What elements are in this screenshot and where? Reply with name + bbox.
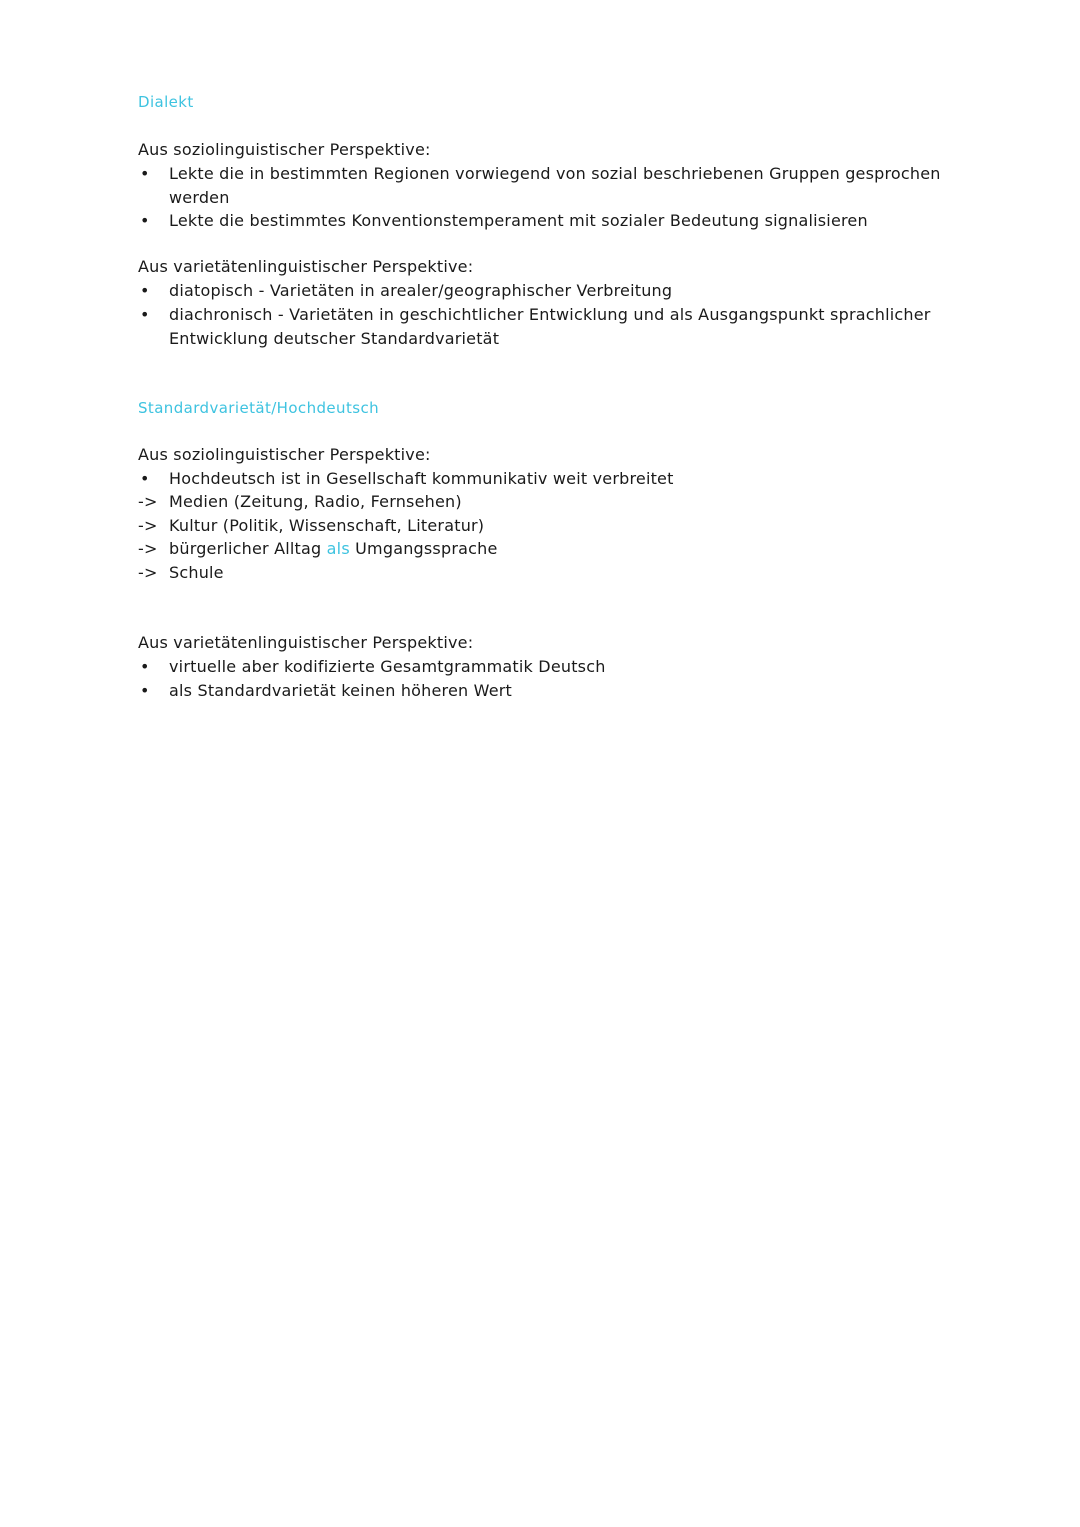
list-item-text-part: bürgerlicher Alltag — [169, 539, 327, 558]
list-item-text: diatopisch - Varietäten in arealer/geographischer Verbreitung — [169, 281, 673, 300]
list-item — [138, 467, 968, 491]
dialekt-heading: Dialekt — [138, 93, 194, 111]
arrow-icon: -> — [138, 492, 158, 511]
arrow-icon: -> — [138, 516, 158, 535]
list-item-text: Hochdeutsch ist in Gesellschaft kommunikativ weit verbreitet — [169, 469, 674, 488]
list-item-text: Schule — [169, 563, 224, 582]
list-item — [138, 162, 968, 210]
bullet-icon: • — [140, 657, 150, 676]
dialekt-varietaeten-title: Aus varietätenlinguistischer Perspektive: — [138, 257, 474, 276]
list-item — [138, 490, 968, 514]
list-item-text-part: Umgangssprache — [349, 539, 498, 558]
list-item-text: als Standardvarietät keinen höheren Wert — [169, 681, 513, 700]
list-item-text — [169, 537, 968, 561]
list-item-text: diachronisch - Varietäten in geschichtlicher Entwicklung und als Ausgangspunkt sprachlicher Entwicklung deutscher Standardvarietät — [169, 305, 931, 348]
arrow-icon: -> — [138, 563, 158, 582]
list-item — [138, 679, 968, 703]
bullet-icon: • — [140, 164, 150, 183]
bullet-icon: • — [140, 211, 150, 230]
arrow-icon: -> — [138, 539, 158, 558]
list-item — [138, 655, 968, 679]
list-item — [138, 514, 968, 538]
dialekt-sozio-title: Aus soziolinguistischer Perspektive: — [138, 140, 431, 159]
standard-heading: Standardvarietät/Hochdeutsch — [138, 399, 379, 417]
list-item-text: Lekte die in bestimmten Regionen vorwiegend von sozial beschriebenen Gruppen gesprochen werden — [169, 164, 941, 207]
highlighted-word: als — [326, 539, 350, 558]
list-item-text: Lekte die bestimmtes Konventionstemperament mit sozialer Bedeutung signalisieren — [169, 211, 868, 230]
bullet-icon: • — [140, 305, 150, 324]
bullet-icon: • — [140, 281, 150, 300]
list-item-text: Medien (Zeitung, Radio, Fernsehen) — [169, 492, 462, 511]
list-item — [138, 209, 968, 233]
bullet-icon: • — [140, 469, 150, 488]
standard-varietaeten-title: Aus varietätenlinguistischer Perspektive: — [138, 633, 474, 652]
list-item — [138, 561, 968, 585]
list-item — [138, 537, 968, 561]
list-item — [138, 303, 968, 351]
standard-sozio-title: Aus soziolinguistischer Perspektive: — [138, 445, 431, 464]
list-item-text: Kultur (Politik, Wissenschaft, Literatur) — [169, 516, 485, 535]
list-item — [138, 279, 968, 303]
bullet-icon: • — [140, 681, 150, 700]
list-item-text: virtuelle aber kodifizierte Gesamtgrammatik Deutsch — [169, 657, 606, 676]
